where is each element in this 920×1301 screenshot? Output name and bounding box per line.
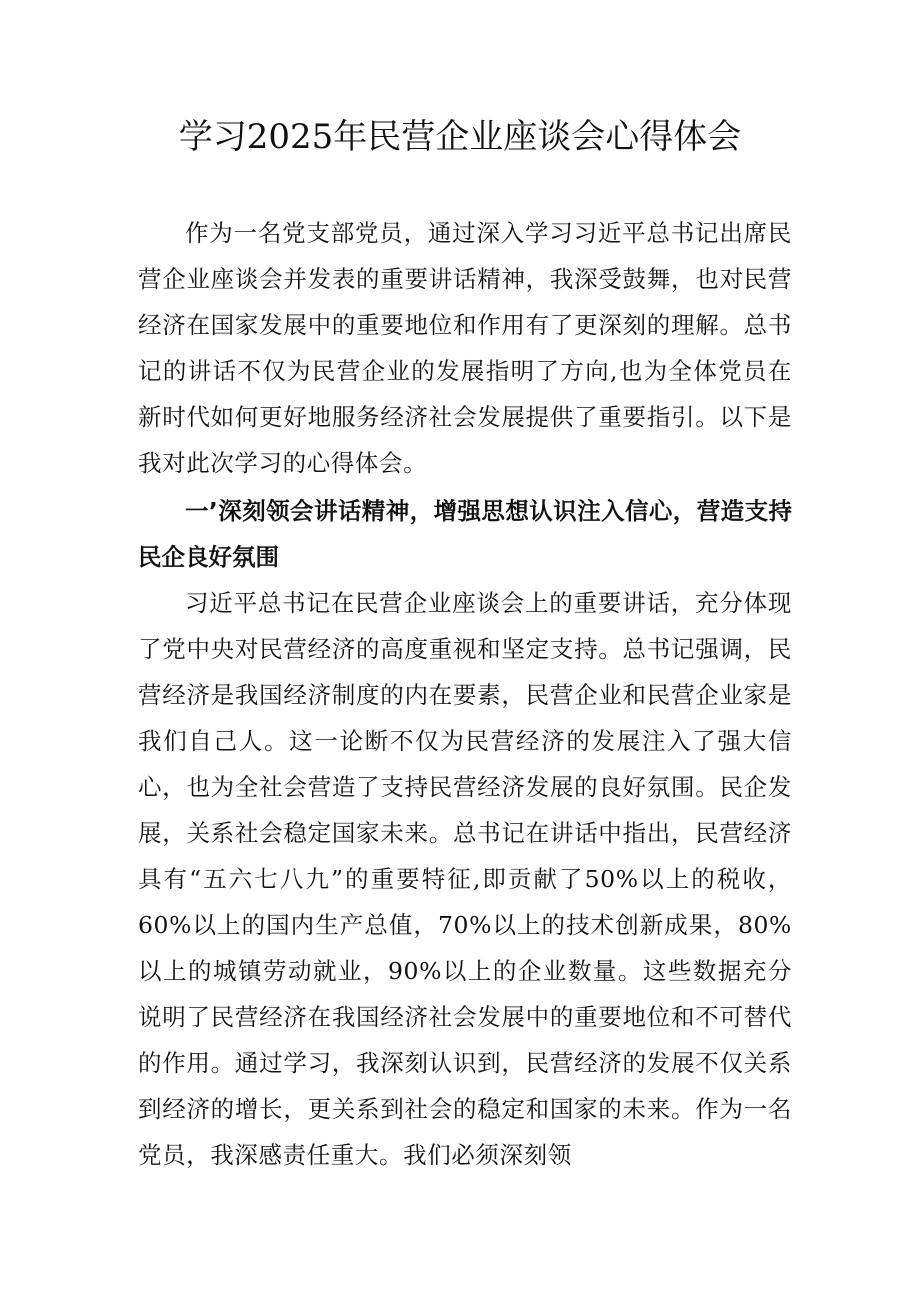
- document-title: 学习2025年民营企业座谈会心得体会: [178, 117, 742, 157]
- section-heading-1: 一’深刻领会讲话精神，增强思想认识注入信心，营造支持民企良好氛围: [138, 497, 792, 571]
- document-body: [138, 210, 792, 1178]
- paragraph-section-1: 习近平总书记在民营企业座谈会上的重要讲话，充分体现了党中央对民营经济的高度重视和坚定支持。总书记强调，民营经济是我国经济制度的内在要素，民营企业和民营企业家是我们自己人。这一论断不仅为民营经济的发展注入了强大信心，也为全社会营造了支持民营经济发展的良好氛围。民企发展，关系社会稳定国家未来。总书记在讲话中指出，民营经济具有“五六七八九”的重要特征,即贡献了50%以上的税收，60%以上的国内生产总值，70%以上的技术创新成果，80%以上的城镇劳动就业，90%以上的企业数量。这些数据充分说明了民营经济在我国经济社会发展中的重要地位和不可替代的作用。通过学习，我深刻认识到，民营经济的发展不仅关系到经济的增长，更关系到社会的稳定和国家的未来。作为一名党员，我深感责任重大。我们必须深刻领: [138, 589, 792, 1169]
- paragraph-intro: 作为一名党支部党员，通过深入学习习近平总书记出席民营企业座谈会并发表的重要讲话精神，我深受鼓舞，也对民营经济在国家发展中的重要地位和作用有了更深刻的理解。总书记的讲话不仅为民营企业的发展指明了方向,也为全体党员在新时代如何更好地服务经济社会发展提供了重要指引。以下是我对此次学习的心得体会。: [138, 219, 792, 477]
